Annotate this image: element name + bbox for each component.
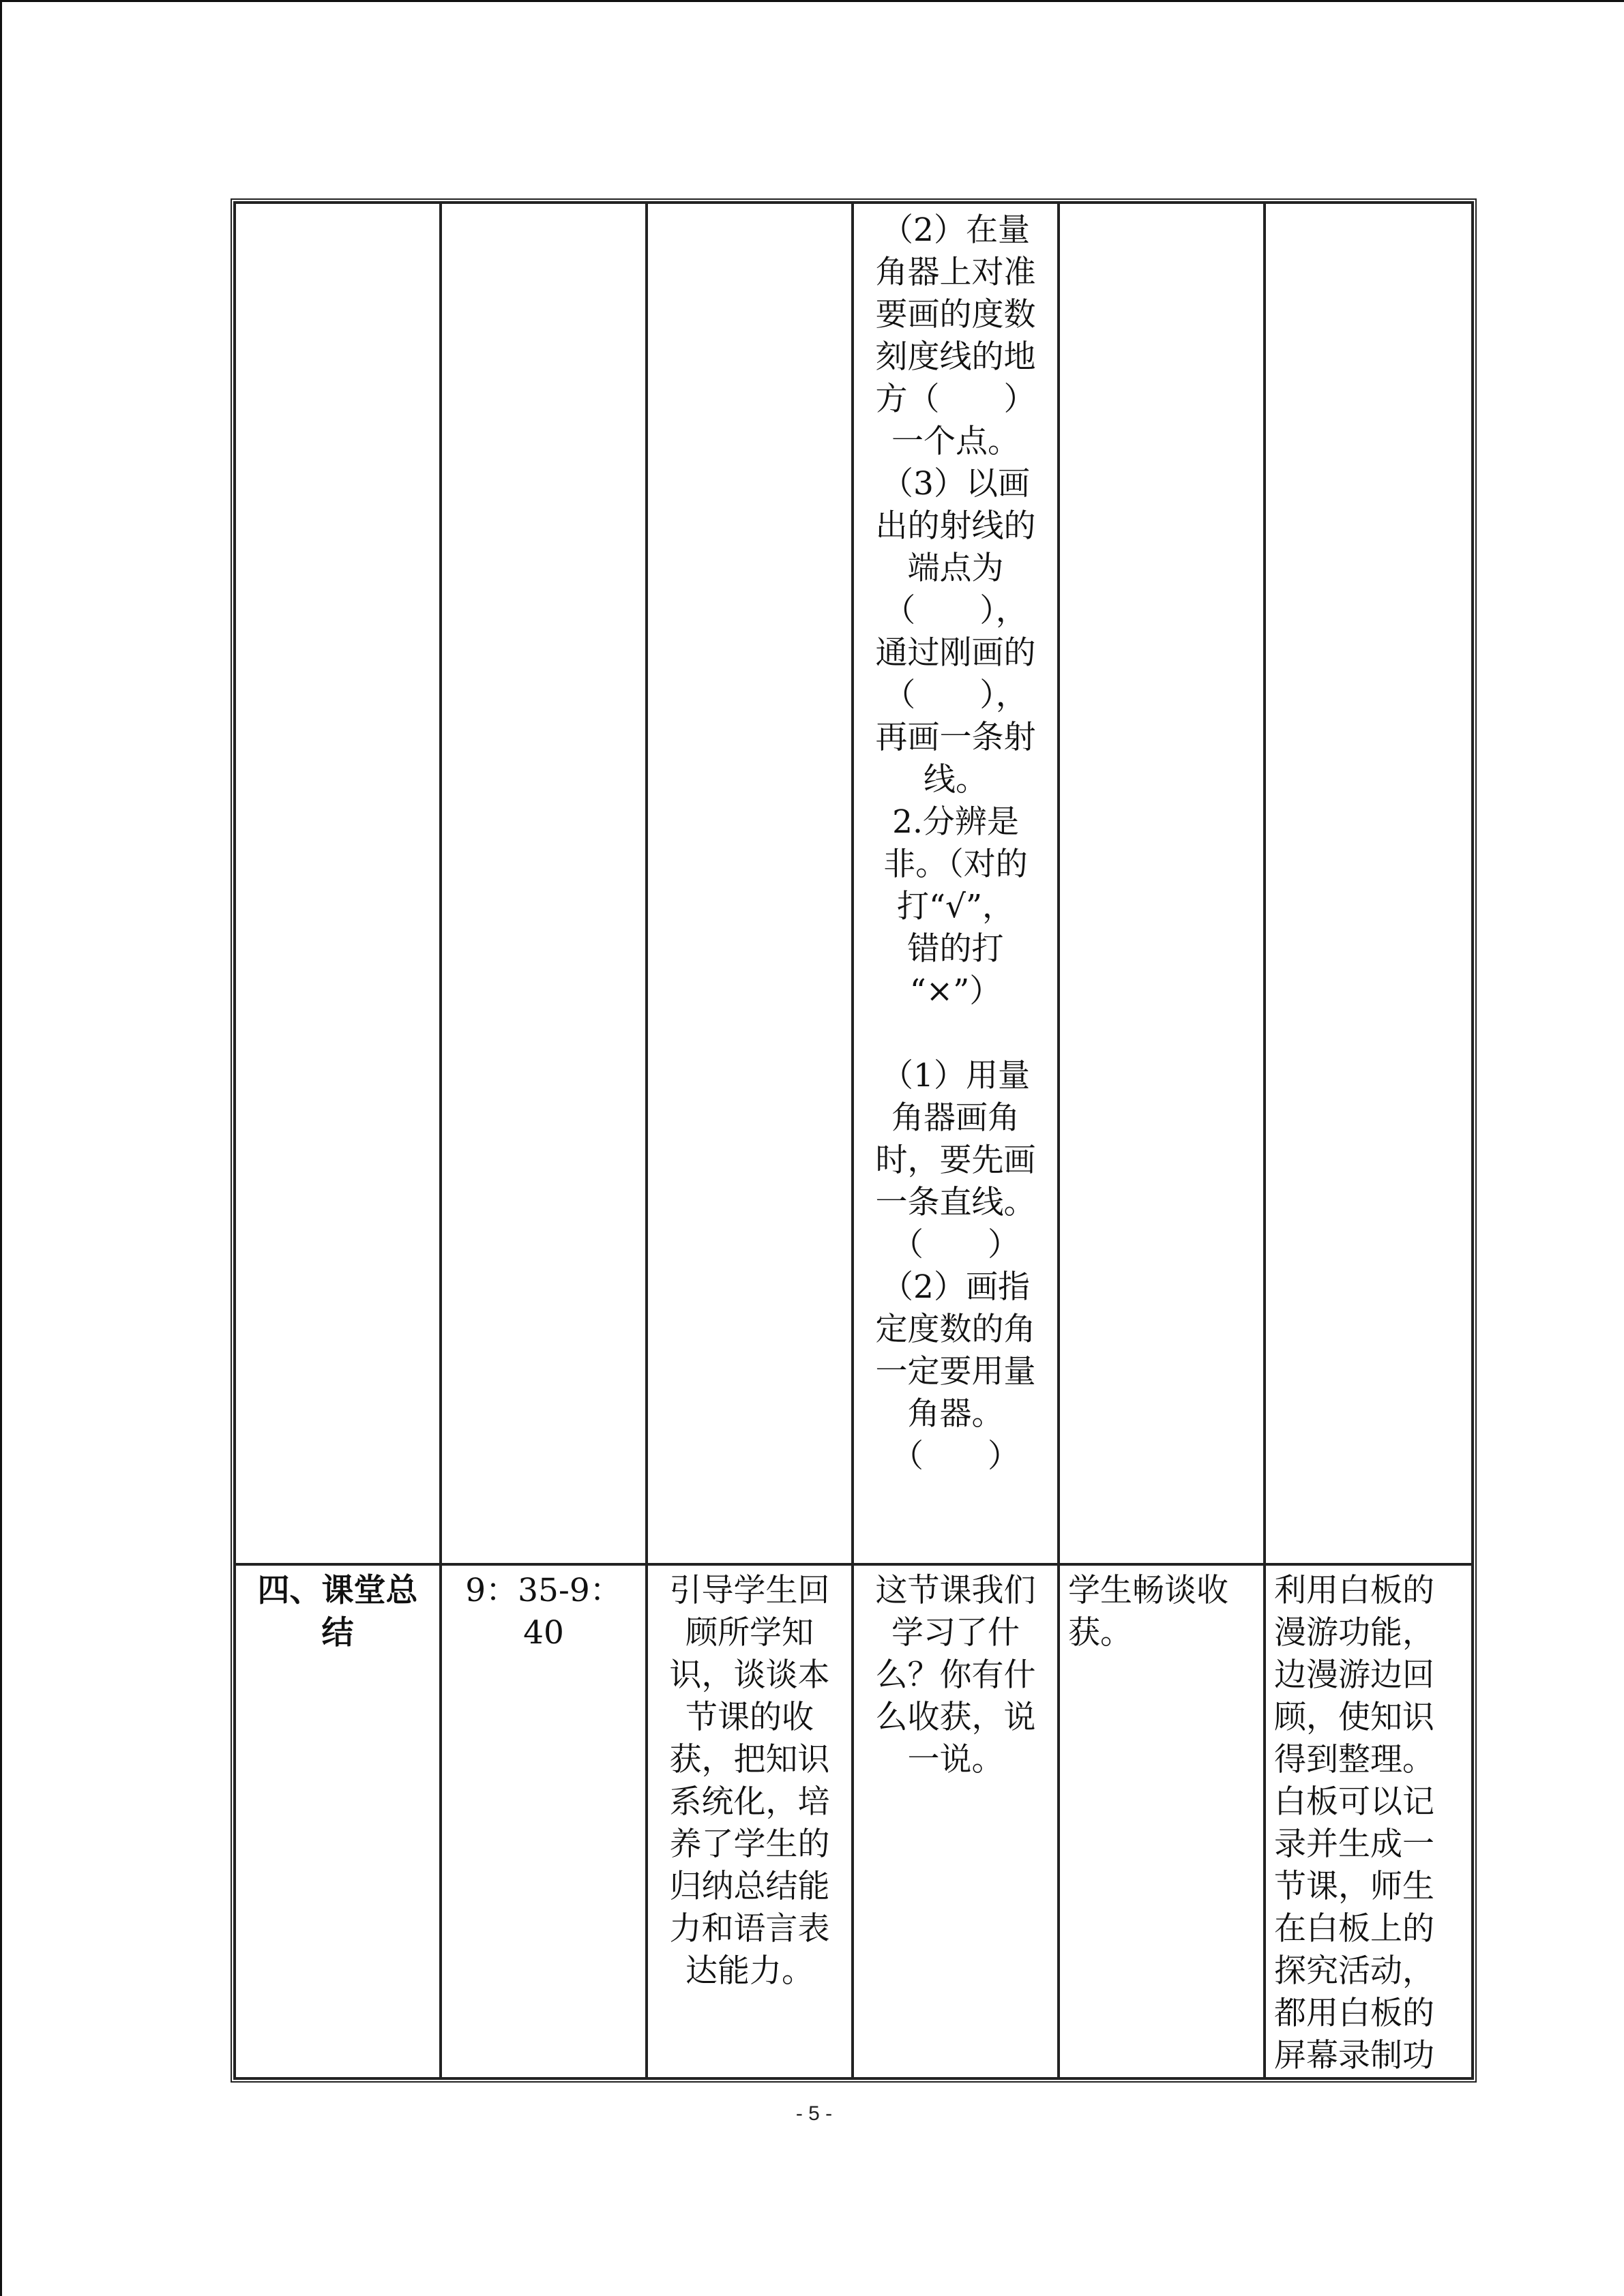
practice-text-line: 打“√”， <box>896 888 1014 925</box>
teacher-activity-line: 归纳总结能 <box>669 1868 830 1905</box>
cell-practice-questions <box>853 203 1059 1564</box>
table-row-practice <box>235 203 1473 1564</box>
practice-text-line: 角器。 <box>907 1395 1004 1433</box>
design-intent-line: 在白板上的 <box>1274 1910 1434 1948</box>
teacher-activity-line: 养了学生的 <box>669 1825 830 1863</box>
practice-text-line <box>862 1013 1049 1055</box>
design-intent-line: 节课，师生 <box>1274 1868 1434 1905</box>
practice-text-line: （3）以画 <box>881 465 1030 503</box>
design-intent-line: 都用白板的 <box>1274 1995 1434 2032</box>
practice-text-line: （ ）， <box>883 592 1028 629</box>
question-line: 这节课我们 <box>875 1572 1036 1609</box>
student-activity-line: 获。 <box>1068 1614 1132 1652</box>
cell-student-activity <box>1059 1564 1265 2078</box>
cell-design-empty <box>1265 203 1473 1564</box>
practice-text-line: 一定要用量 <box>875 1353 1036 1390</box>
teacher-activity-line: 获，把知识 <box>669 1741 830 1778</box>
practice-text-line: 刻度线的地 <box>875 338 1036 376</box>
question-line: 么？你有什 <box>875 1656 1036 1694</box>
teacher-activity-line: 节课的收 <box>685 1699 814 1736</box>
practice-text-line: 角器上对准 <box>875 254 1036 291</box>
practice-text-line: “×”） <box>909 972 1002 1010</box>
teacher-activity-line: 引导学生回 <box>669 1572 830 1609</box>
practice-text-line: 要画的度数 <box>875 296 1036 333</box>
design-intent-line: 屏幕录制功 <box>1274 2037 1434 2074</box>
design-intent-line: 漫游功能， <box>1274 1614 1434 1652</box>
design-intent-line: 录并生成一 <box>1274 1825 1434 1863</box>
practice-text-line: 时，要先画 <box>875 1142 1036 1179</box>
teacher-activity-line: 达能力。 <box>685 1952 814 1990</box>
design-intent-line: 得到整理。 <box>1274 1741 1434 1778</box>
cell-stage-empty <box>235 203 441 1564</box>
practice-text-line: 方（ ） <box>875 381 1036 418</box>
practice-text-line: 非。（对的 <box>883 846 1028 883</box>
cell-teacher-activity <box>647 1564 853 2078</box>
design-intent-line: 利用白板的 <box>1274 1572 1434 1609</box>
cell-question <box>853 1564 1059 2078</box>
question-line: 么收获，说 <box>875 1699 1036 1736</box>
design-intent-line: 顾，使知识 <box>1274 1699 1434 1736</box>
practice-text-line: 2.分辨是 <box>892 803 1019 841</box>
question-line: 学习了什 <box>891 1614 1020 1652</box>
practice-text-line: 出的射线的 <box>875 507 1036 545</box>
cell-teacher-empty <box>647 203 853 1564</box>
teacher-activity-line: 识，谈谈本 <box>669 1656 830 1694</box>
time-range: 9：35-9：40 <box>465 1572 622 1652</box>
stage-title: 四、课堂总结 <box>257 1572 418 1652</box>
cell-time-empty <box>441 203 647 1564</box>
practice-text-line: （ ）， <box>883 676 1028 714</box>
cell-design-intent <box>1265 1564 1473 2078</box>
practice-text-line: 一条直线。 <box>875 1184 1036 1221</box>
design-intent-line: 探究活动， <box>1274 1952 1434 1990</box>
practice-text-line: 端点为 <box>907 550 1004 587</box>
question-line: 一说。 <box>907 1741 1004 1778</box>
cell-student-empty <box>1059 203 1265 1564</box>
teacher-activity-line: 系统化，培 <box>669 1783 830 1821</box>
practice-text-line: （2）在量 <box>881 211 1030 249</box>
design-intent-line: 白板可以记 <box>1274 1783 1434 1821</box>
practice-text-line: （1）用量 <box>881 1057 1030 1094</box>
practice-text-line: 再画一条射 <box>875 719 1036 756</box>
teacher-activity-line: 力和语言表 <box>669 1910 830 1948</box>
student-activity-line: 学生畅谈收 <box>1068 1572 1228 1609</box>
practice-text-line: 线。 <box>924 761 988 799</box>
practice-text-line: （ ） <box>891 1226 1020 1264</box>
practice-text-line: （2）画指 <box>881 1268 1030 1306</box>
practice-text-line: 错的打 <box>907 930 1004 968</box>
design-intent-line: 边漫游边回 <box>1274 1656 1434 1694</box>
lesson-plan-table <box>231 198 1477 2083</box>
cell-time <box>441 1564 647 2078</box>
teacher-activity-line: 顾所学知 <box>685 1614 814 1652</box>
practice-text-line: 定度数的角 <box>875 1311 1036 1348</box>
table-row-summary <box>235 1564 1473 2078</box>
practice-text-line: 角器画角 <box>891 1099 1020 1137</box>
practice-text-line: （ ） <box>891 1437 1020 1475</box>
page-number: - 5 - <box>795 2102 833 2125</box>
practice-text-line: 通过刚画的 <box>875 634 1036 672</box>
practice-text-line: 一个点。 <box>891 423 1020 460</box>
cell-stage-title <box>235 1564 441 2078</box>
